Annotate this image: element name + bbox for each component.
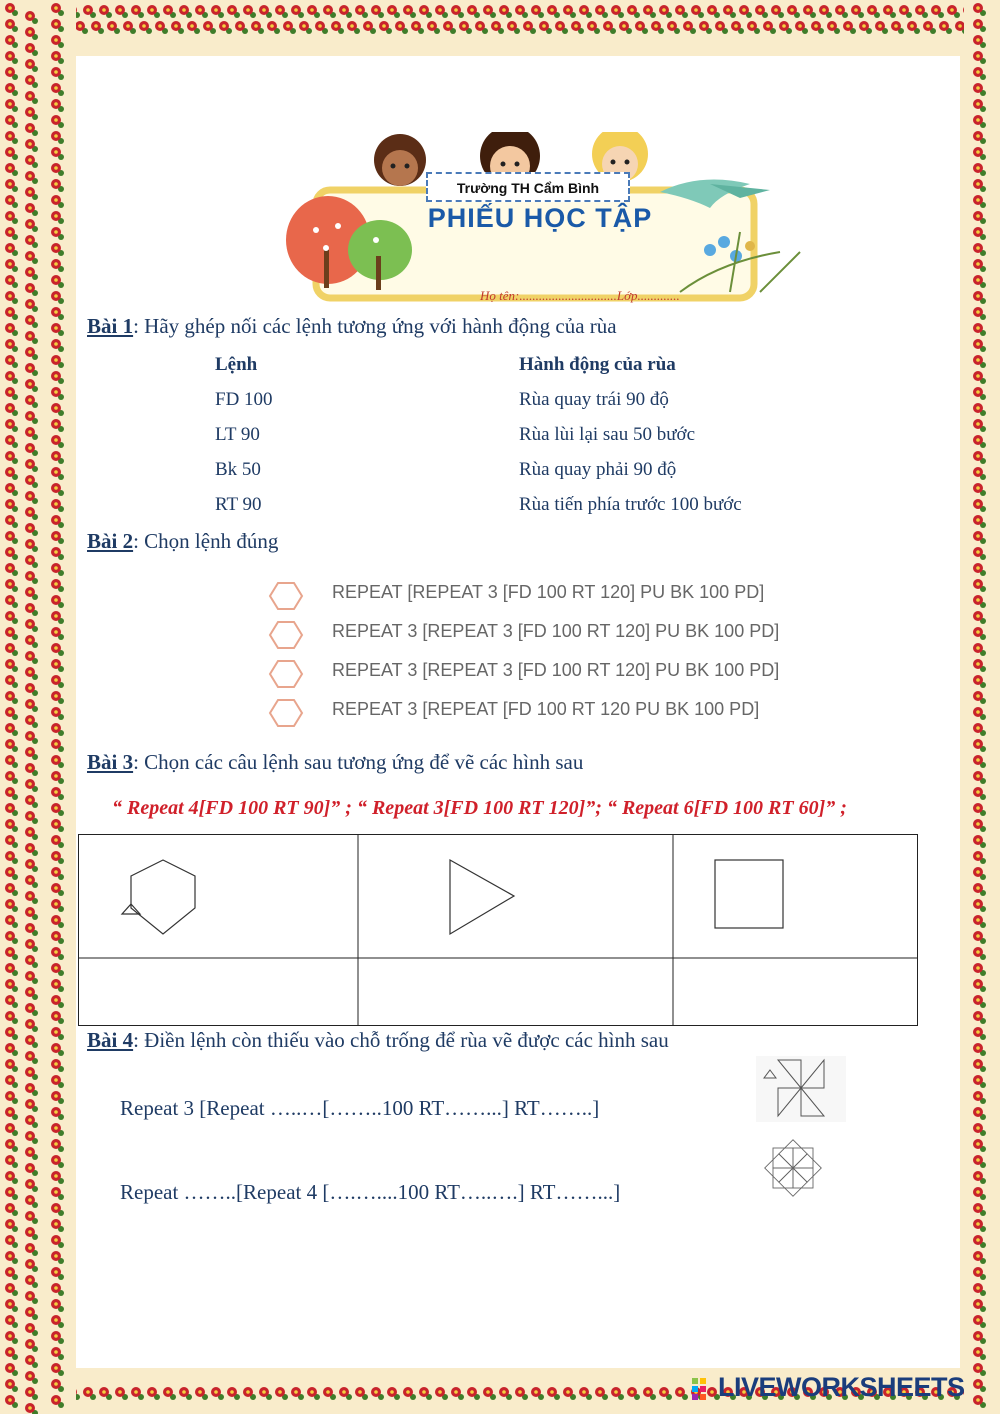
answer-option[interactable] — [268, 697, 760, 729]
worksheet-title: PHIẾU HỌC TẬP — [427, 203, 653, 233]
answer-cell[interactable] — [80, 960, 356, 1024]
hexagon-radio-icon[interactable] — [268, 619, 308, 651]
answer-option[interactable] — [268, 658, 780, 690]
column-header-command: Lệnh — [215, 354, 258, 375]
exercise-2-heading — [87, 529, 278, 554]
exercise-4-heading — [87, 1028, 669, 1053]
command-item[interactable]: Bk 50 — [215, 459, 261, 480]
answer-option[interactable] — [268, 619, 780, 651]
command-choices-line: “ Repeat 4[FD 100 RT 90]” ; “ Repeat 3[FD 100 RT 120]”; “ Repeat 6[FD 100 RT 60]” ; — [112, 797, 847, 819]
flower-border-right — [964, 0, 1000, 1414]
bowtie-triangles-figure — [756, 1056, 846, 1122]
flower-border-top — [0, 0, 1000, 50]
column-header-action: Hành động của rùa — [519, 354, 676, 375]
answer-cell[interactable] — [360, 960, 671, 1024]
fill-in-line[interactable]: Repeat 3 [Repeat …..…[……..100 RT……...] RT……..] — [120, 1096, 600, 1120]
answer-option-text: REPEAT 3 [REPEAT [FD 100 RT 120 PU BK 100 PD] — [332, 699, 760, 719]
flower-border-left — [0, 0, 76, 1414]
name-class-line: Họ tên:..............................Lớp............. — [480, 288, 680, 303]
fill-in-line[interactable]: Repeat ……..[Repeat 4 [….…....100 RT…..….] RT……...] — [120, 1180, 621, 1204]
command-item[interactable]: RT 90 — [215, 494, 262, 515]
exercise-1-instruction: : Hãy ghép nối các lệnh tương ứng với hành động của rùa — [133, 314, 617, 338]
answer-option[interactable] — [268, 580, 765, 612]
exercise-2-number: Bài 2 — [87, 529, 134, 553]
shapes-table — [78, 834, 918, 1026]
answer-option-text: REPEAT 3 [REPEAT 3 [FD 100 RT 120] PU BK 100 PD] — [332, 660, 780, 680]
hexagon-radio-icon[interactable] — [268, 658, 308, 690]
exercise-1-number: Bài 1 — [87, 314, 134, 338]
exercise-3-instruction: : Chọn các câu lệnh sau tương ứng để vẽ các hình sau — [133, 750, 584, 774]
hexagon-radio-icon[interactable] — [268, 697, 308, 729]
exercise-4-number: Bài 4 — [87, 1028, 134, 1052]
exercise-2-instruction: : Chọn lệnh đúng — [133, 529, 279, 553]
answer-cell[interactable] — [675, 960, 916, 1024]
rotated-squares-figure — [758, 1138, 828, 1198]
liveworksheets-logo-icon — [692, 1378, 714, 1400]
liveworksheets-brand[interactable] — [692, 1372, 965, 1402]
action-item[interactable]: Rùa quay phải 90 độ — [519, 459, 677, 480]
school-name-box: Trường TH Cẩm Bình — [426, 172, 630, 202]
action-item[interactable]: Rùa lùi lại sau 50 bước — [519, 424, 696, 445]
command-item[interactable]: LT 90 — [215, 424, 260, 445]
answer-option-text: REPEAT 3 [REPEAT 3 [FD 100 RT 120] PU BK 100 PD] — [332, 621, 780, 641]
exercise-3-heading — [87, 750, 583, 775]
exercise-3-number: Bài 3 — [87, 750, 134, 774]
exercise-1-heading — [87, 314, 617, 339]
liveworksheets-brand-text: LIVEWORKSHEETS — [718, 1372, 965, 1402]
action-item[interactable]: Rùa tiến phía trước 100 bước — [519, 494, 742, 515]
command-item[interactable]: FD 100 — [215, 389, 273, 410]
hexagon-radio-icon[interactable] — [268, 580, 308, 612]
exercise-4-instruction: : Điền lệnh còn thiếu vào chỗ trống để rùa vẽ được các hình sau — [133, 1028, 669, 1052]
answer-option-text: REPEAT [REPEAT 3 [FD 100 RT 120] PU BK 100 PD] — [332, 582, 765, 602]
action-item[interactable]: Rùa quay trái 90 độ — [519, 389, 669, 410]
